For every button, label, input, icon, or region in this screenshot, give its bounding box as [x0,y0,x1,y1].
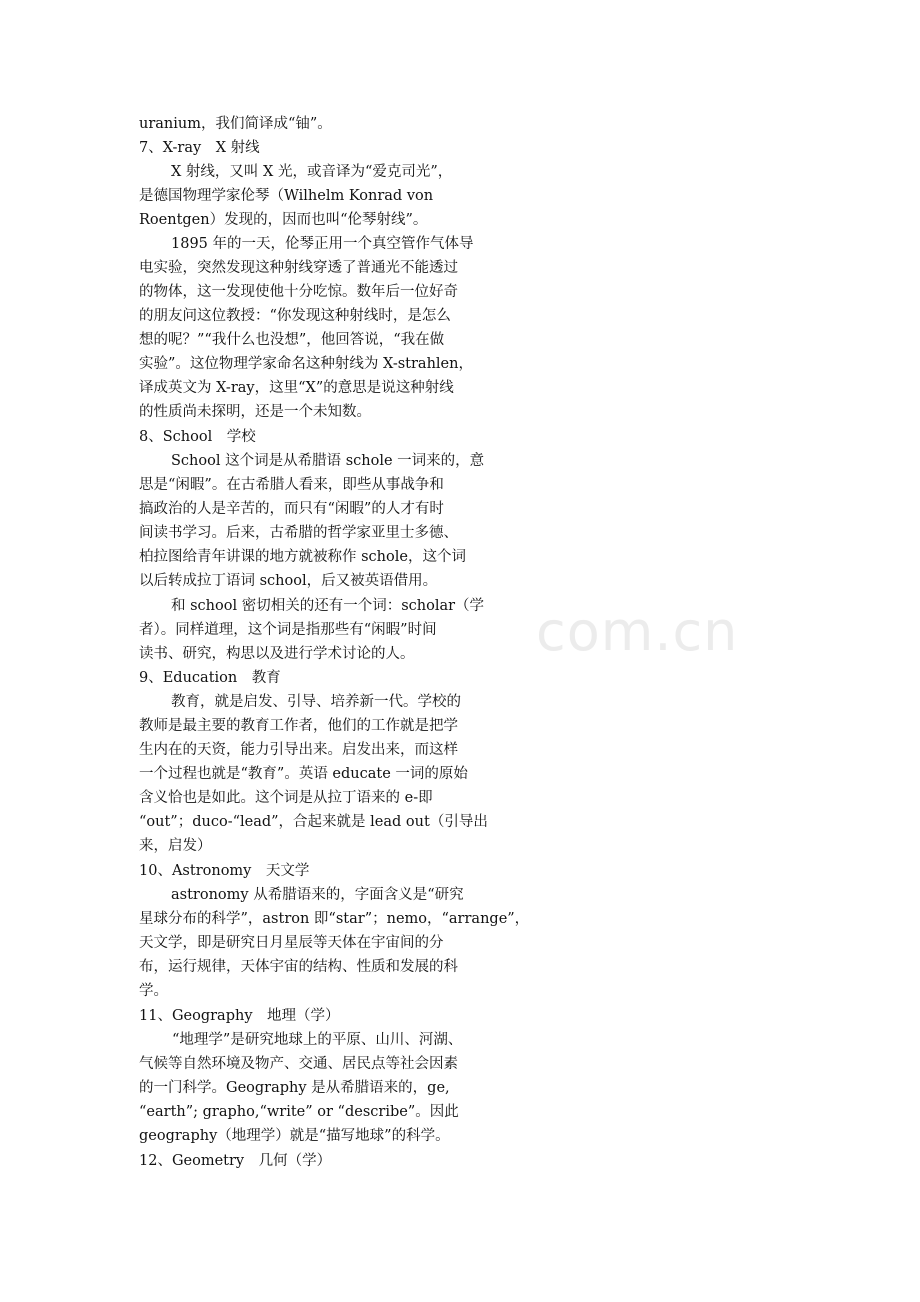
text-line: astronomy 从希腊语来的，字面含义是“研究 [171,887,464,903]
text-line: X 射线，又叫 X 光，或音译为“爱克司光”， [171,164,453,180]
text-line: 的一门科学。Geography 是从希腊语来的，ge, [139,1080,450,1096]
text-line: 星球分布的科学”，astron 即“star”；nemo，“arrange”， [139,911,530,927]
section-heading-geometry: 12、Geometry 几何（学） [139,1153,332,1169]
text-line: 是德国物理学家伦琴（Wilhelm Konrad von [139,188,434,204]
text-line: 布，运行规律，天体宇宙的结构、性质和发展的科 [139,959,458,975]
text-line: 一个过程也就是“教育”。英语 educate 一词的原始 [139,766,468,782]
text-line: 的物体，这一发现使他十分吃惊。数年后一位好奇 [139,284,458,300]
text-line: 来，启发） [139,838,212,854]
text-line: uranium，我们简译成“铀”。 [139,116,332,132]
text-line: 电实验，突然发现这种射线穿透了普通光不能透过 [139,260,458,276]
text-line: geography（地理学）就是“描写地球”的科学。 [139,1128,450,1144]
text-line: 和 school 密切相关的还有一个词：scholar（学 [171,598,485,614]
text-line: 气候等自然环境及物产、交通、居民点等社会因素 [139,1056,458,1072]
text-line: 柏拉图给青年讲课的地方就被称作 schole，这个词 [139,549,466,565]
text-line: 搞政治的人是辛苦的，而只有“闲暇”的人才有时 [139,501,444,517]
text-line: 含义恰也是如此。这个词是从拉丁语来的 e-即 [139,790,433,806]
text-line: School 这个词是从希腊语 schole 一词来的，意 [171,453,485,469]
text-line: 学。 [139,983,168,999]
section-heading-school: 8、School 学校 [139,429,256,445]
text-line: “地理学”是研究地球上的平原、山川、河湖、 [172,1032,463,1048]
text-line: 译成英文为 X-ray，这里“X”的意思是说这种射线 [139,380,454,396]
text-line: 以后转成拉丁语词 school，后又被英语借用。 [139,573,438,589]
section-heading-geography: 11、Geography 地理（学） [139,1008,340,1024]
text-line: 思是“闲暇”。在古希腊人看来，即些从事战争和 [139,477,444,493]
text-line: 天文学，即是研究日月星辰等天体在宇宙间的分 [139,935,444,951]
text-line: “out”；duco-“lead”，合起来就是 lead out（引导出 [139,814,488,830]
text-line: 的朋友问这位教授：“你发现这种射线时，是怎么 [139,308,451,324]
section-heading-education: 9、Education 教育 [139,670,281,686]
section-heading-xray: 7、X-ray X 射线 [139,140,260,156]
text-line: 的性质尚未探明，还是一个未知数。 [139,404,371,420]
text-line: 教育，就是启发、引导、培养新一代。学校的 [171,694,461,710]
text-line: 教师是最主要的教育工作者，他们的工作就是把学 [139,718,458,734]
watermark: com.cn [536,600,739,663]
text-line: 者）。同样道理，这个词是指那些有“闲暇”时间 [139,622,437,638]
text-line: 生内在的天资，能力引导出来。启发出来，而这样 [139,742,458,758]
text-line: 想的呢？”“我什么也没想”，他回答说，“我在做 [139,332,445,348]
text-line: 实验”。这位物理学家命名这种射线为 X-strahlen， [139,356,473,372]
text-line: “earth”; grapho,“write” or “describe”。因此 [139,1104,459,1120]
text-line: 读书、研究，构思以及进行学术讨论的人。 [139,646,415,662]
text-line: Roentgen）发现的，因而也叫“伦琴射线”。 [139,212,428,228]
section-heading-astronomy: 10、Astronomy 天文学 [139,863,310,879]
text-line: 1895 年的一天，伦琴正用一个真空管作气体导 [171,236,474,252]
text-line: 间读书学习。后来，古希腊的哲学家亚里士多德、 [139,525,458,541]
